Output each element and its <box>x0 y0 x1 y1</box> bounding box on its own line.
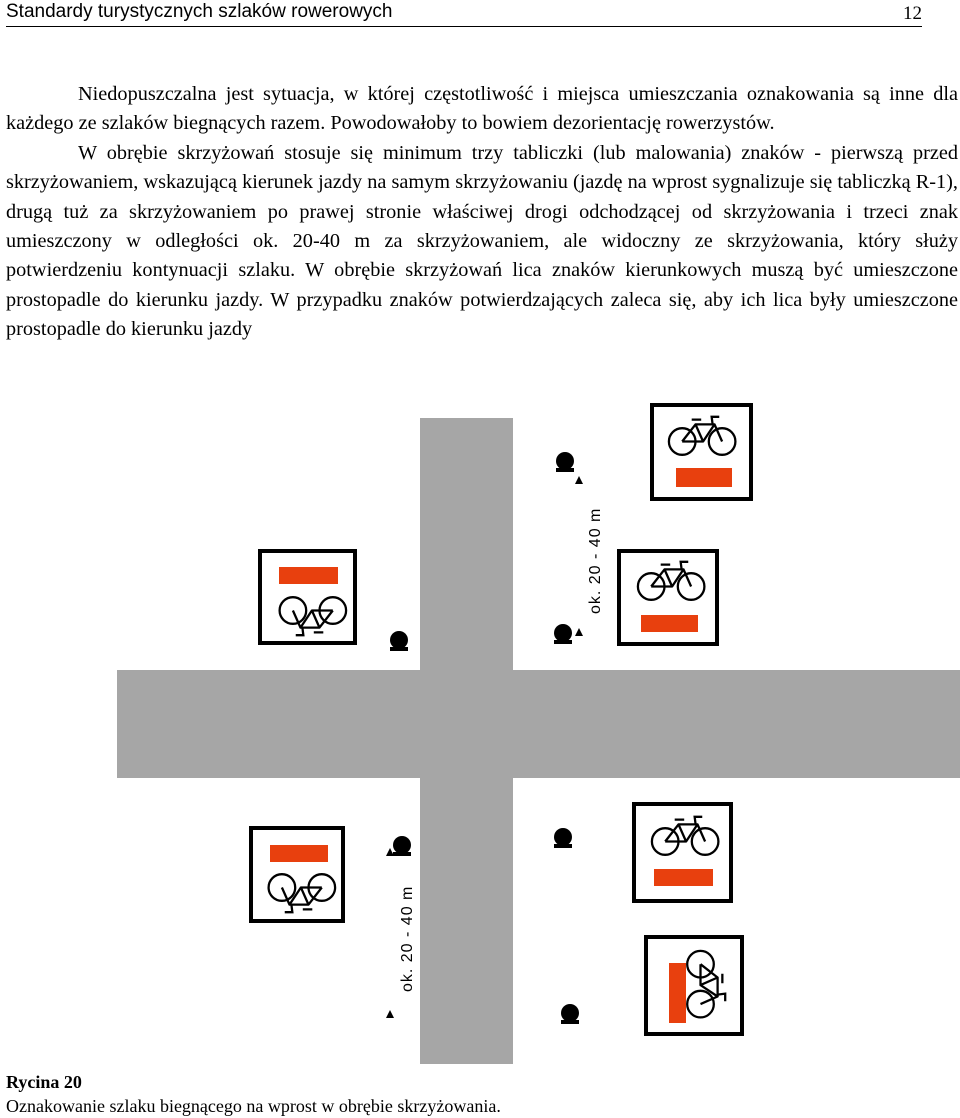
paragraph-1: Niedopuszczalna jest sytuacja, w której częstotliwość i miejsca umieszczania oznakowania są inne dla każdego ze szlaków biegnących razem. Powodowałoby to bowiem dezorientację rowerzystów. <box>6 83 958 135</box>
post-icon <box>556 452 574 472</box>
post-icon <box>393 836 411 856</box>
page-number: 12 <box>903 3 922 24</box>
post-icon <box>390 631 408 651</box>
post-icon <box>554 828 572 848</box>
caption-text: Oznakowanie szlaku biegnącego na wprost w obrębie skrzyżowania. <box>6 1096 501 1116</box>
distance-label-upper: ok. 20 - 40 m <box>587 507 604 614</box>
figure-caption <box>6 1070 501 1118</box>
caption-label: Rycina 20 <box>6 1072 82 1092</box>
road-horizontal <box>117 670 960 778</box>
paragraph-2: W obrębie skrzyżowań stosuje się minimum trzy tabliczki (lub malowania) znaków - pierwszą przed skrzyżowaniem, wskazującą kierunek jazdy na samym skrzyżowaniu (jazdę na wprost sygnalizuje się tabliczką R-1), drugą tuż za skrzyżowaniem po prawej stronie właściwej drogi odchodzącej od skrzyżowania i trzeci znak umieszczony w odległości ok. 20-40 m za skrzyżowaniem, ale widoczny ze skrzyżowania, który służy potwierdzeniu kontynuacji szlaku. W obrębie skrzyżowań lica znaków kierunkowych muszą być umieszczone prostopadle do kierunku jazdy. W przypadku znaków potwierdzających zaleca się, aby ich lica były umieszczone prostopadle do kierunku jazdy <box>6 141 958 341</box>
arrow-icon <box>575 628 583 636</box>
sign-middle-right <box>619 551 717 644</box>
header-title: Standardy turystycznych szlaków rowerowych <box>6 1 393 22</box>
sign-top-right <box>652 405 751 499</box>
arrow-icon <box>575 476 583 484</box>
sign-lower-right <box>634 804 731 901</box>
sign-bottom-right <box>646 937 742 1034</box>
arrow-icon <box>386 1010 394 1018</box>
post-icon <box>561 1004 579 1024</box>
distance-label-lower: ok. 20 - 40 m <box>399 885 416 992</box>
sign-upper-left <box>260 551 355 643</box>
sign-lower-left <box>251 828 343 921</box>
post-icon <box>554 624 572 644</box>
arrow-icon <box>386 848 394 856</box>
